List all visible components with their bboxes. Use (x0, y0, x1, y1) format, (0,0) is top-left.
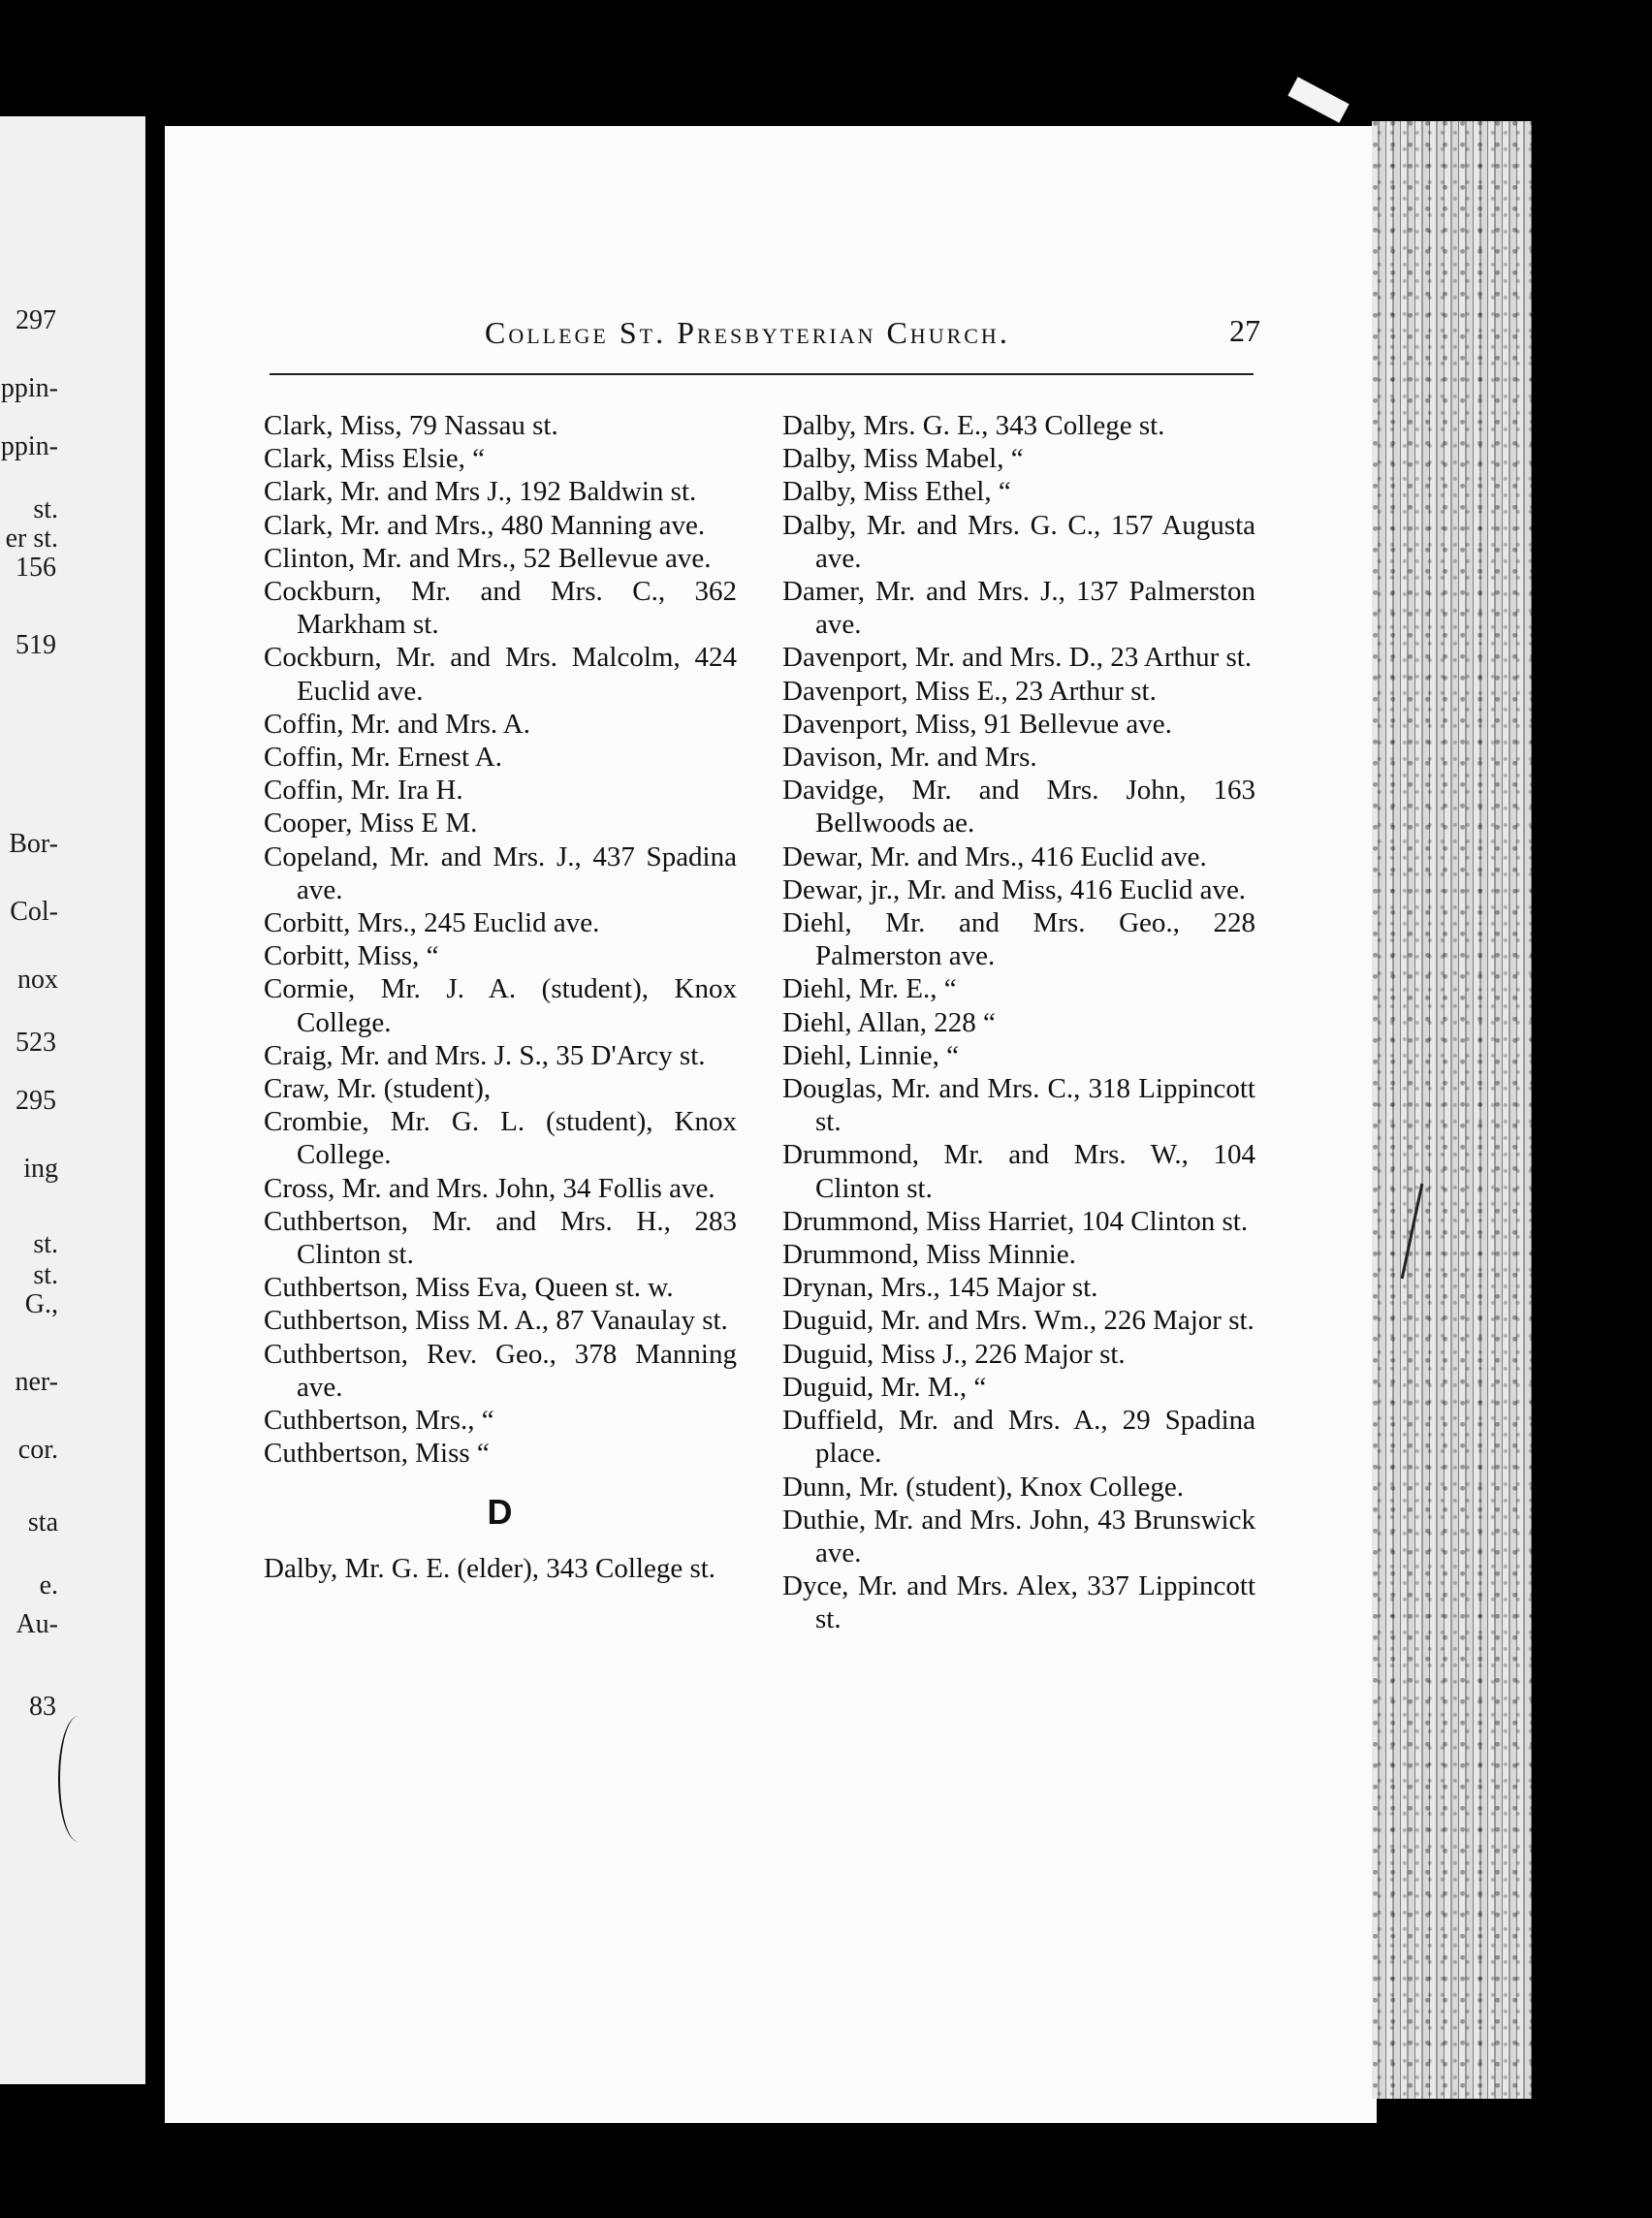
directory-entry: Duthie, Mr. and Mrs. John, 43 Brunswick ave. (782, 1504, 1255, 1568)
directory-entry: Corbitt, Miss, “ (264, 940, 439, 972)
directory-entry: Cockburn, Mr. and Mrs. C., 362 Markham st. (264, 576, 737, 641)
page-number: 27 (1229, 313, 1260, 348)
directory-entry: Dyce, Mr. and Mrs. Alex, 337 Lippincott st. (782, 1570, 1255, 1635)
directory-entry: Dalby, Mrs. G. E., 343 College st. (782, 410, 1165, 441)
directory-entry: Coffin, Mr. Ira H. (264, 775, 463, 807)
directory-entry: Coffin, Mr. and Mrs. A. (264, 708, 530, 740)
directory-entry: Duguid, Miss J., 226 Major st. (782, 1338, 1126, 1370)
page-header (262, 315, 1260, 354)
facing-page-fragment: Au- (16, 1609, 58, 1639)
facing-page-fragment: ing (23, 1154, 58, 1184)
directory-entry: Dalby, Miss Mabel, “ (782, 443, 1024, 475)
directory-entry: Clark, Miss Elsie, “ (264, 443, 485, 475)
section-letter-heading: D (487, 1491, 514, 1532)
facing-page-fragment: ppin- (0, 373, 58, 403)
directory-entry: Dewar, jr., Mr. and Miss, 416 Euclid ave. (782, 873, 1247, 905)
left-column (264, 409, 737, 1585)
facing-page-fragment: 295 (16, 1086, 56, 1116)
directory-entry: Duguid, Mr. M., “ (782, 1371, 987, 1403)
directory-entry: Dalby, Miss Ethel, “ (782, 476, 1011, 508)
facing-page-fragment: 297 (16, 305, 56, 335)
facing-page-fragment: Col- (10, 897, 58, 927)
directory-entry: Dalby, Mr. G. E. (elder), 343 College st. (264, 1552, 716, 1584)
torn-corner (1287, 77, 1349, 123)
facing-page-fragment: st. (33, 1229, 58, 1259)
directory-entry: Cormie, Mr. J. A. (student), Knox College. (264, 973, 737, 1038)
directory-entry: Davenport, Miss E., 23 Arthur st. (782, 675, 1157, 707)
facing-page-fragment: st. (33, 1260, 58, 1290)
directory-entry: Davenport, Miss, 91 Bellevue ave. (782, 708, 1172, 740)
directory-entry: Crombie, Mr. G. L. (student), Knox College. (264, 1106, 737, 1171)
directory-entry: Cuthbertson, Mrs., “ (264, 1405, 494, 1437)
directory-entry: Dewar, Mr. and Mrs., 416 Euclid ave. (782, 840, 1207, 872)
directory-entry: Davenport, Mr. and Mrs. D., 23 Arthur st. (782, 642, 1253, 674)
facing-page-fragment: nox (17, 965, 58, 995)
directory-entry: Drummond, Miss Harriet, 104 Clinton st. (782, 1205, 1249, 1237)
facing-page-fragment: 83 (29, 1692, 56, 1722)
directory-entry: Clinton, Mr. and Mrs., 52 Bellevue ave. (264, 542, 712, 574)
directory-entry: Cuthbertson, Miss Eva, Queen st. w. (264, 1272, 674, 1304)
facing-page-fragment: 156 (16, 553, 56, 583)
facing-page-fragment: ppin- (0, 431, 58, 461)
directory-entry: Cuthbertson, Rev. Geo., 378 Manning ave. (264, 1338, 737, 1403)
facing-page-fragment: G., (24, 1289, 58, 1319)
directory-entry: Corbitt, Mrs., 245 Euclid ave. (264, 907, 600, 939)
directory-entry: Duffield, Mr. and Mrs. A., 29 Spadina place. (782, 1405, 1255, 1470)
directory-entry: Craw, Mr. (student), (264, 1073, 492, 1105)
directory-entry: Clark, Mr. and Mrs J., 192 Baldwin st. (264, 476, 697, 508)
directory-entry: Cockburn, Mr. and Mrs. Malcolm, 424 Euclid ave. (264, 642, 737, 707)
running-head: College St. Presbyterian Church. (485, 315, 1010, 350)
directory-entry: Dalby, Mr. and Mrs. G. C., 157 Augusta ave. (782, 509, 1255, 574)
directory-entry: Dunn, Mr. (student), Knox College. (782, 1471, 1185, 1503)
directory-entry: Clark, Miss, 79 Nassau st. (264, 410, 558, 441)
page-edges (1372, 121, 1532, 2099)
directory-entry: Craig, Mr. and Mrs. J. S., 35 D'Arcy st. (264, 1039, 706, 1071)
facing-page-fragment: sta (27, 1507, 58, 1537)
directory-entry: Davidge, Mr. and Mrs. John, 163 Bellwoods ae. (782, 775, 1255, 840)
directory-entry: Cuthbertson, Miss “ (264, 1438, 490, 1470)
directory-entry: Damer, Mr. and Mrs. J., 137 Palmerston ave. (782, 576, 1255, 641)
header-rule (270, 373, 1254, 375)
directory-entry: Drummond, Miss Minnie. (782, 1239, 1076, 1271)
facing-page-fragment: st. (33, 494, 58, 524)
directory-entry: Diehl, Mr. and Mrs. Geo., 228 Palmerston ave. (782, 907, 1255, 972)
facing-page (0, 116, 145, 2084)
facing-page-fragment: 519 (16, 630, 56, 660)
facing-page-fragment: 523 (16, 1028, 56, 1058)
directory-entry: Drynan, Mrs., 145 Major st. (782, 1272, 1098, 1304)
facing-page-fragment: ner- (15, 1367, 58, 1397)
directory-entry: Cuthbertson, Miss M. A., 87 Vanaulay st. (264, 1305, 728, 1337)
directory-entry: Duguid, Mr. and Mrs. Wm., 226 Major st. (782, 1305, 1255, 1337)
directory-entry: Diehl, Linnie, “ (782, 1039, 960, 1071)
directory-entry: Douglas, Mr. and Mrs. C., 318 Lippincott st. (782, 1073, 1255, 1138)
right-column (782, 409, 1255, 1636)
directory-entry: Diehl, Allan, 228 “ (782, 1006, 996, 1038)
facing-page-fragment: er st. (5, 523, 58, 554)
facing-page-fragment: cor. (17, 1435, 58, 1465)
directory-entry: Clark, Mr. and Mrs., 480 Manning ave. (264, 509, 706, 541)
directory-entry: Cross, Mr. and Mrs. John, 34 Follis ave. (264, 1172, 715, 1204)
directory-entry: Copeland, Mr. and Mrs. J., 437 Spadina ave. (264, 840, 737, 905)
pencil-mark (58, 1716, 99, 1842)
directory-entry: Diehl, Mr. E., “ (782, 973, 957, 1005)
facing-page-fragment: e. (39, 1570, 58, 1600)
directory-entry: Drummond, Mr. and Mrs. W., 104 Clinton st. (782, 1139, 1255, 1204)
directory-entry: Cuthbertson, Mr. and Mrs. H., 283 Clinton st. (264, 1205, 737, 1271)
facing-page-fragment: Bor- (9, 829, 58, 859)
directory-entry: Cooper, Miss E M. (264, 808, 478, 840)
directory-entry: Davison, Mr. and Mrs. (782, 742, 1037, 774)
directory-entry: Coffin, Mr. Ernest A. (264, 742, 502, 774)
